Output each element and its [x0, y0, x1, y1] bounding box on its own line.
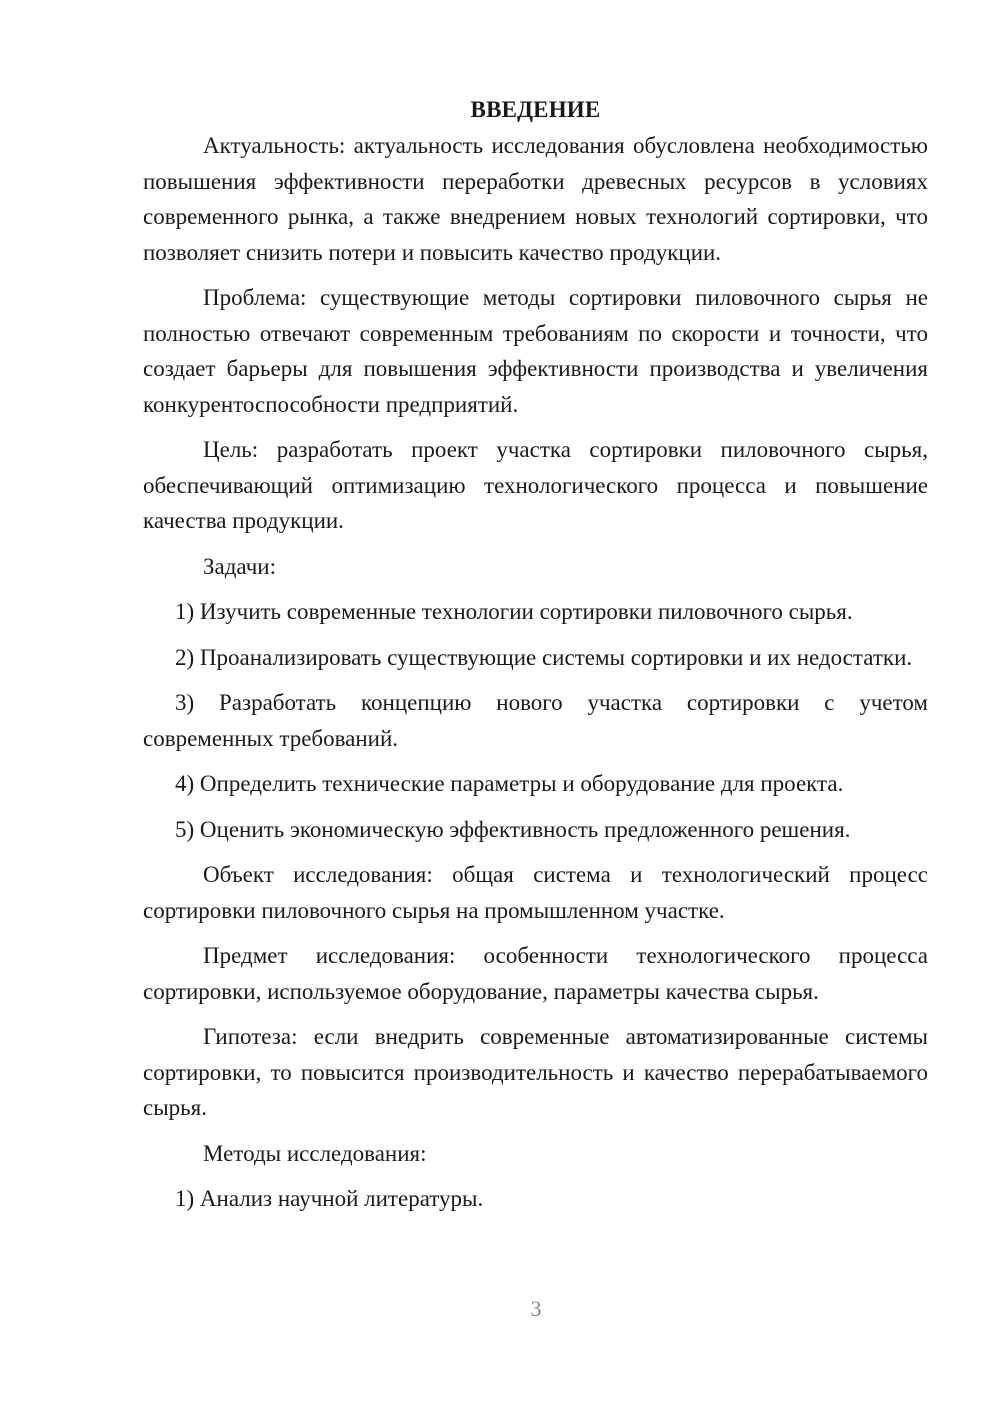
task-item-2: 2) Проанализировать существующие системы сортировки и их недостатки. — [175, 644, 913, 670]
paragraph-hypothesis: Гипотеза: если внедрить современные автоматизированные системы сортировки, то повысится производительность и качество перерабатываемого сырья. — [143, 1024, 928, 1120]
paragraph-goal: Цель: разработать проект участка сортировки пиловочного сырья, обеспечивающий оптимизацию технологического процесса и повышение качества продукции. — [143, 437, 928, 533]
page-number: 3 — [530, 1296, 542, 1321]
tasks-heading: Задачи: — [203, 553, 276, 579]
task-item-5: 5) Оценить экономическую эффективность предложенного решения. — [175, 816, 851, 842]
document-page — [143, 92, 928, 1227]
method-item-1: 1) Анализ научной литературы. — [175, 1186, 484, 1211]
task-item-1: 1) Изучить современные технологии сортировки пиловочного сырья. — [175, 599, 853, 624]
paragraph-subject: Предмет исследования: особенности технологического процесса сортировки, используемое оборудование, параметры качества сырья. — [143, 943, 928, 1004]
paragraph-object: Объект исследования: общая система и технологический процесс сортировки пиловочного сырья на промышленном участке. — [143, 862, 928, 923]
paragraph-problem: Проблема: существующие методы сортировки пиловочного сырья не полностью отвечают современным требованиям по скорости и точности, что создает барьеры для повышения эффективности производства и увеличения конкурентоспособности предприятий. — [143, 285, 928, 417]
task-item-3: 3) Разработать концепцию нового участка сортировки с учетом современных требований. — [143, 690, 928, 751]
section-title: ВВЕДЕНИЕ — [470, 97, 601, 122]
task-item-4: 4) Определить технические параметры и оборудование для проекта. — [175, 771, 844, 796]
methods-heading: Методы исследования: — [203, 1140, 427, 1166]
paragraph-relevance: Актуальность: актуальность исследования обусловлена необходимостью повышения эффективности переработки древесных ресурсов в условиях современного рынка, а также внедрением новых технологий сортировки, что позволяет снизить потери и повысить качество продукции. — [143, 133, 928, 265]
